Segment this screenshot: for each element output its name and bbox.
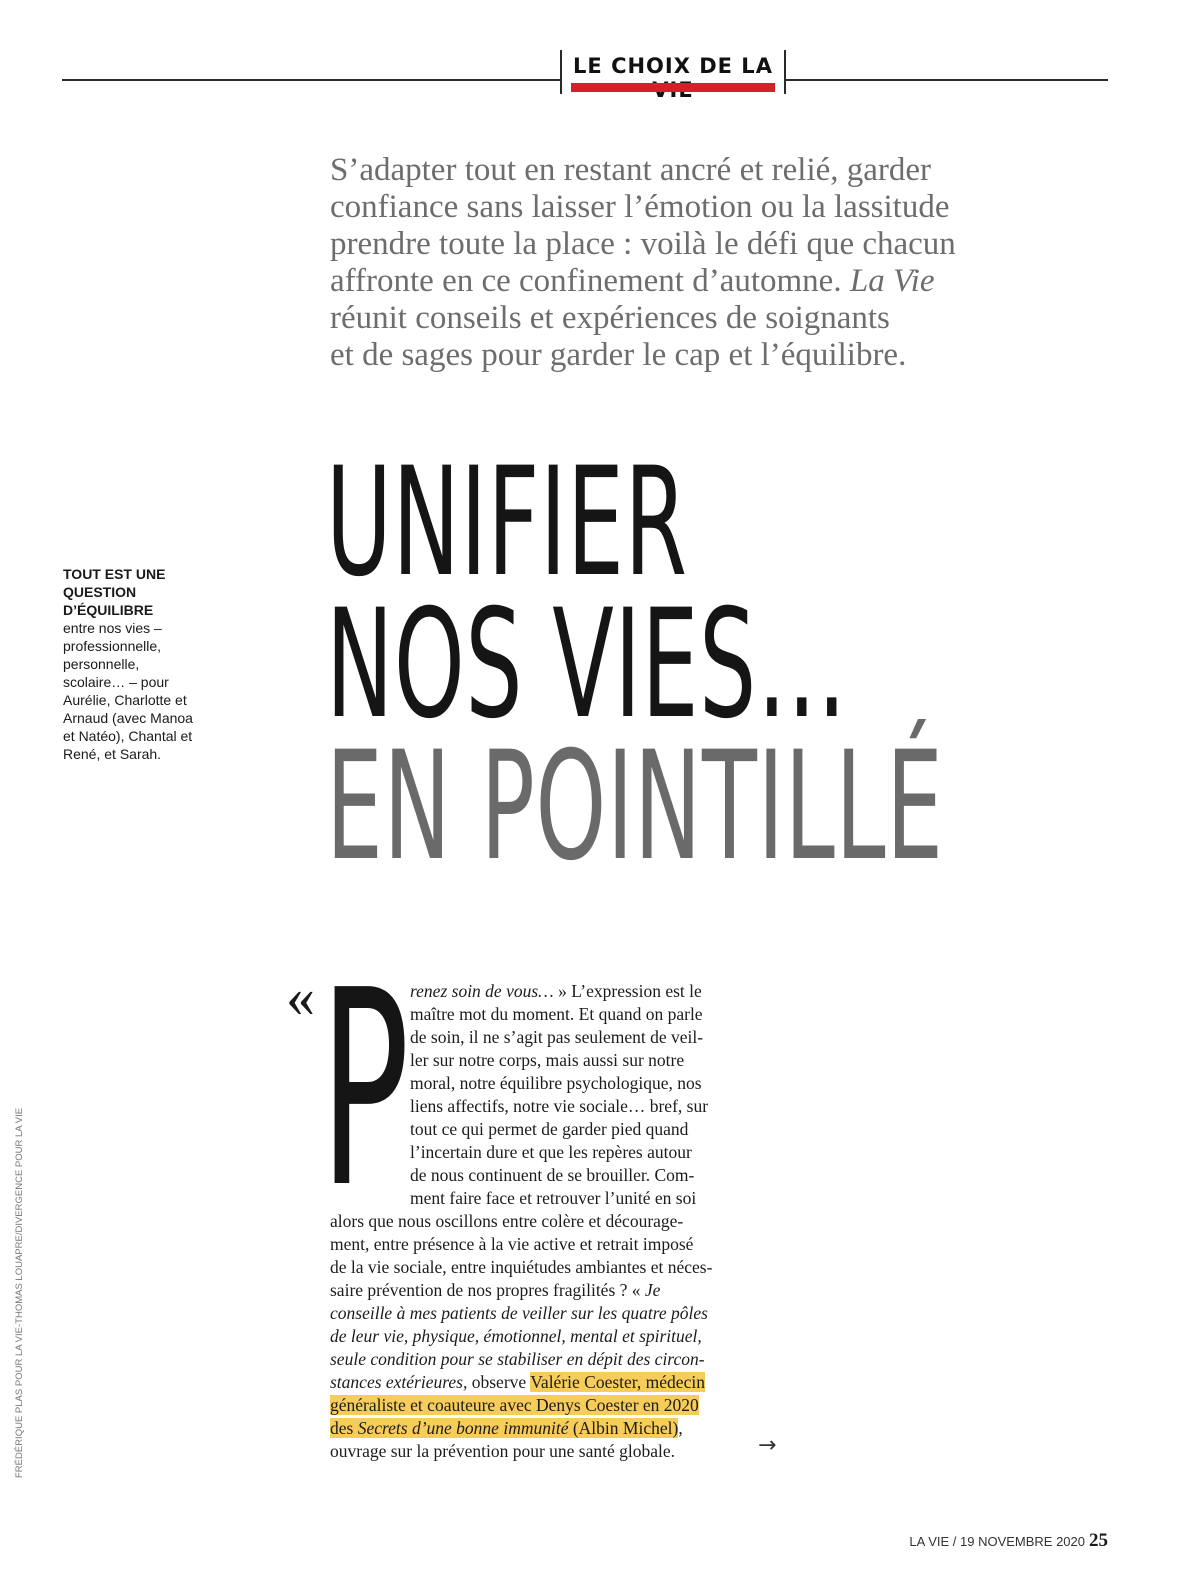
standfirst-line: confiance sans laisser l’émotion ou la lassitude [330,189,950,225]
article-body [330,980,753,1463]
body-italic: stances extérieures, [330,1372,468,1392]
body-line [330,1325,753,1348]
body-text: observe [467,1372,531,1392]
body-line: l’incertain dure et que les repères autour [410,1142,692,1162]
body-line: maître mot du moment. Et quand on parle [410,1004,703,1024]
body-line [330,1348,753,1371]
photo-credit: FRÉDÉRIQUE PLAS POUR LA VIE-THOMAS LOUAPRE/DIVERGENCE POUR LA VIE [14,1107,25,1478]
body-line: ouvrage sur la prévention pour une santé globale. [330,1441,676,1461]
standfirst [330,152,1090,374]
header-rule-right [786,79,1108,81]
headline-line-3: EN POINTILLÉ [326,720,944,894]
photo-caption [63,565,203,763]
body-line [330,1371,753,1394]
caption-text: entre nos vies – professionnelle, personnelle, scolaire… – pour Aurélie, Charlotte et Arnaud (avec Manoa et Natéo), Chantal et René, et Sarah. [63,620,193,762]
standfirst-text: affronte en ce confinement d’automne. [330,263,842,299]
body-text: saire prévention de nos propres fragilités ? « [330,1280,641,1300]
body-line: ment, entre présence à la vie active et retrait imposé [330,1234,694,1254]
standfirst-line: S’adapter tout en restant ancré et relié, garder [330,152,932,188]
body-text: (Albin Michel) [568,1418,679,1438]
standfirst-line: prendre toute la place : voilà le défi que chacun [330,226,956,262]
standfirst-line: et de sages pour garder le cap et l’équilibre. [330,337,907,373]
body-line: liens affectifs, notre vie sociale… bref, sur [410,1096,709,1116]
body-line [330,1417,753,1440]
body-italic: renez soin de vous… [410,981,554,1001]
highlighted-text [330,1418,678,1438]
caption-title: TOUT EST UNE QUESTION D’ÉQUILIBRE [63,566,166,618]
body-italic: Je [640,1280,661,1300]
footer-issue: LA VIE / 19 NOVEMBRE 2020 [909,1534,1085,1549]
body-line: ment faire face et retrouver l’unité en soi [410,1188,697,1208]
body-italic: seule condition pour se stabiliser en dépit des circon- [330,1349,705,1369]
drop-cap: P [320,932,410,1247]
body-text: » L’expression est le [553,981,702,1001]
body-line: alors que nous oscillons entre colère et décourage- [330,1211,684,1231]
body-text: , [678,1418,683,1438]
body-line: tout ce qui permet de garder pied quand [410,1119,689,1139]
continue-arrow-icon: → [758,1433,777,1458]
body-line: ler sur notre corps, mais aussi sur notre [410,1050,685,1070]
headline [326,436,1086,894]
section-rubric [560,50,786,94]
body-line: de la vie sociale, entre inquiétudes ambiantes et néces- [330,1257,713,1277]
standfirst-line [330,263,1090,300]
body-line [330,1279,753,1302]
body-italic: conseille à mes patients de veiller sur les quatre pôles [330,1303,708,1323]
highlighted-text: généraliste et coauteure avec Denys Coester en 2020 [330,1395,699,1415]
body-line [330,980,753,1003]
page-number: 25 [1089,1530,1108,1551]
body-text: des [330,1418,358,1438]
rubric-label: LE CHOIX DE LA [573,54,773,78]
headline-line-2: NOS VIES… [326,578,848,752]
body-line [330,1302,753,1325]
magazine-name: La Vie [849,263,935,299]
page-footer [880,1530,1108,1552]
open-quote-mark: « [286,964,315,1029]
body-italic: de leur vie, physique, émotionnel, mental et spirituel, [330,1326,702,1346]
body-line: de soin, il ne s’agit pas seulement de veil- [410,1027,704,1047]
highlighted-text: Valérie Coester, médecin [530,1372,705,1392]
body-line: moral, notre équilibre psychologique, nos [410,1073,702,1093]
body-line [330,1394,753,1417]
rubric-red-bar [571,83,775,92]
book-title: Secrets d’une bonne immunité [357,1418,569,1438]
headline-line-1: UNIFIER [326,436,688,610]
standfirst-line: réunit conseils et expériences de soignants [330,300,890,336]
header-rule-left [62,79,560,81]
body-line: de nous continuent de se brouiller. Com- [410,1165,695,1185]
